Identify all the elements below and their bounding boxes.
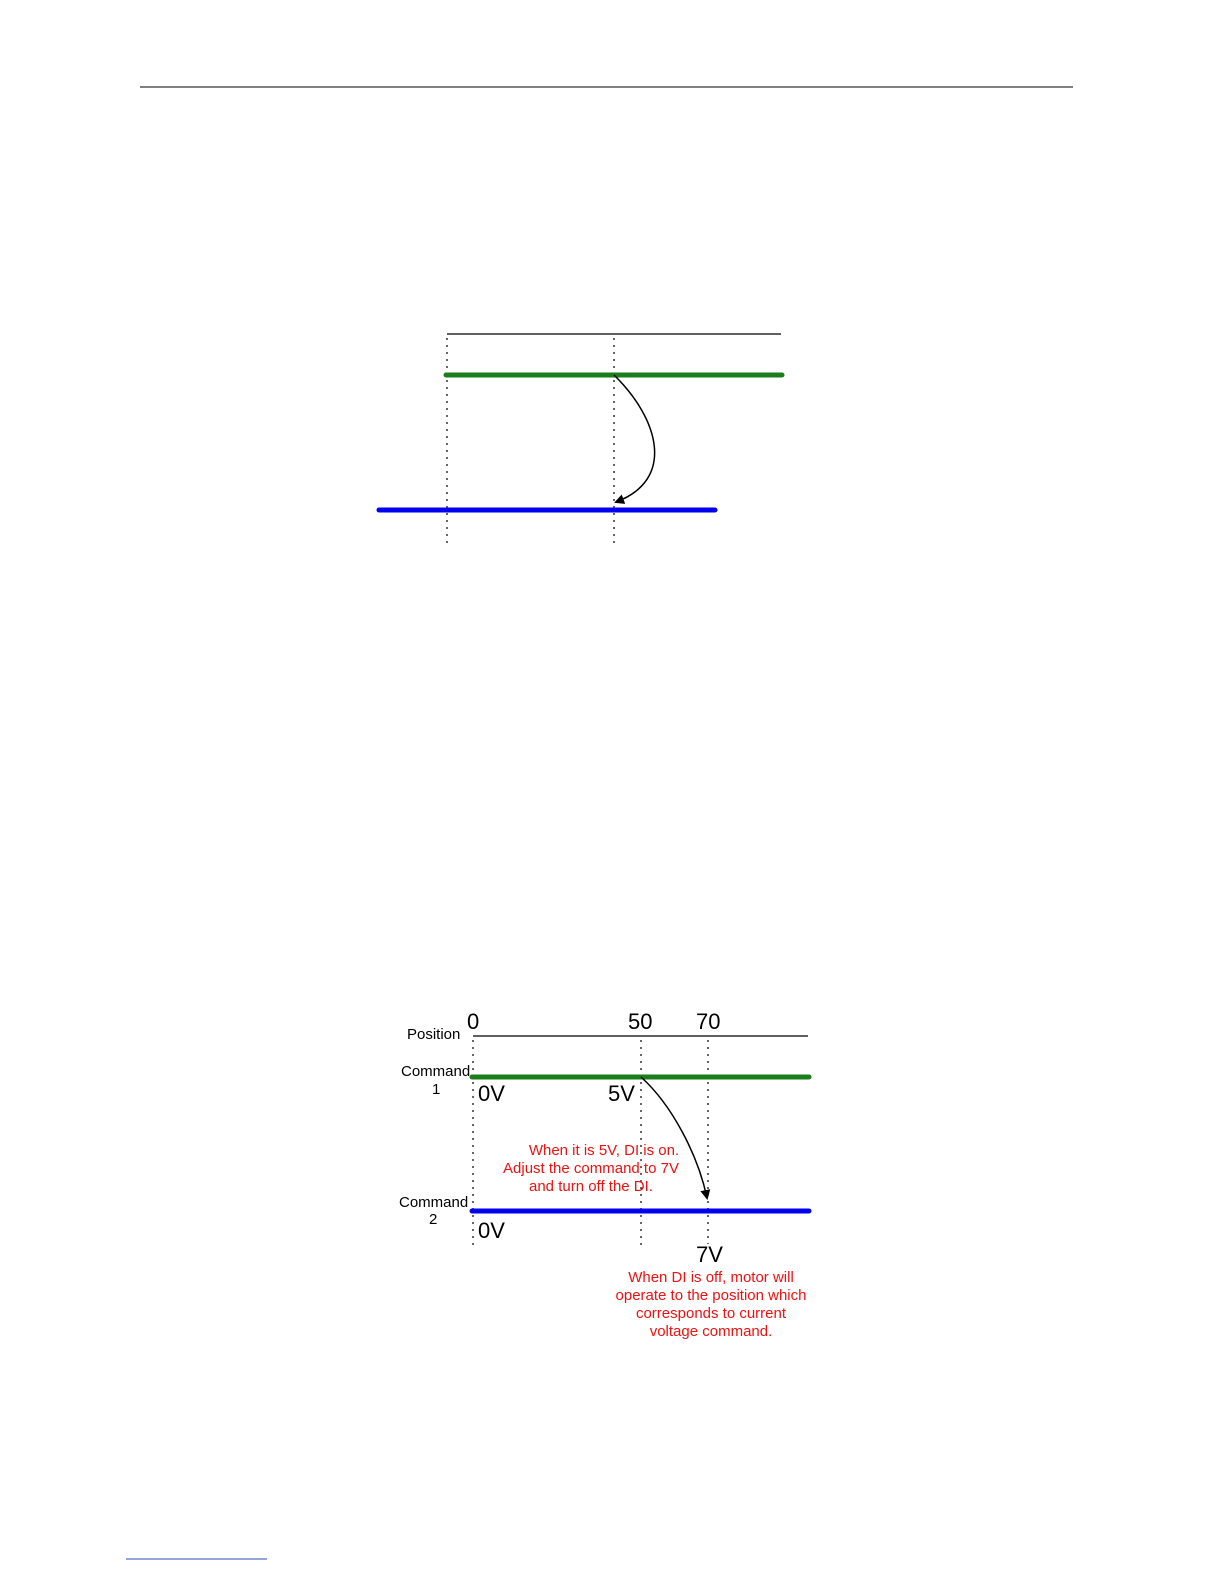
note-di-on-line1: When it is 5V, DI is on. bbox=[528, 1142, 680, 1159]
command2-value-7v: 7V bbox=[696, 1242, 723, 1267]
note-di-on-line2: Adjust the command to 7V bbox=[503, 1160, 679, 1177]
diagram-1 bbox=[379, 334, 782, 544]
command2-label-line2: 2 bbox=[429, 1211, 438, 1228]
note-di-off-line3: corresponds to current bbox=[635, 1305, 787, 1322]
command2-value-0v: 0V bbox=[478, 1218, 505, 1243]
note-di-off-line2: operate to the position which bbox=[615, 1287, 807, 1304]
position-tick-70: 70 bbox=[696, 1009, 721, 1034]
position-label: Position bbox=[407, 1026, 461, 1043]
command1-value-5v: 5V bbox=[608, 1081, 635, 1106]
command1-label-line2: 1 bbox=[432, 1081, 441, 1098]
note-di-off-line4: voltage command. bbox=[649, 1323, 773, 1340]
note-di-on-line3: and turn off the DI. bbox=[529, 1178, 653, 1195]
diagram1-transition-arrow bbox=[614, 375, 655, 502]
diagram-2 bbox=[399, 1009, 809, 1340]
position-tick-0: 0 bbox=[467, 1009, 480, 1034]
note-di-off-line1: When DI is off, motor will bbox=[628, 1269, 794, 1286]
command1-value-0v: 0V bbox=[478, 1081, 505, 1106]
position-tick-50: 50 bbox=[628, 1009, 653, 1034]
command2-label-line1: Command bbox=[399, 1194, 469, 1211]
command1-label-line1: Command bbox=[401, 1063, 471, 1080]
